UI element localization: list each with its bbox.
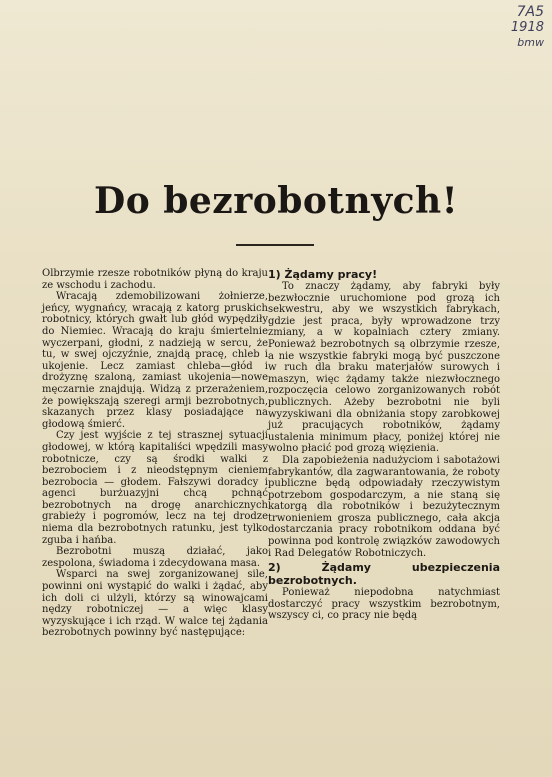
section-1-body-2: Dla zapobieżenia nadużyciom i sabotażowi fabrykantów, dla zagwarantowania, że roboty publiczne będą odpowiadały rzeczywistym potrzebom gospodarczym, a nie staną się katorgą dla robotników i bezużytecznym trwonieniem grosza publicznego, cała akcja dostarczania pracy robotnikom oddana być powinna pod kontrolę związków zawodowych i Rad Delegatów Robotniczych.: [268, 454, 500, 559]
section-2-body: Ponieważ niepodobna natychmiast dostarczyć pracy wszystkim bezrobotnym, wszyscy ci, co pracy nie będą: [268, 587, 500, 622]
left-paragraph-5: Wsparci na swej zorganizowanej sile, powinni oni wystąpić do walki i żądać, aby ich doli ci ulżyli, którzy są winowajcami nędzy robotniczej — a więc klasy wyzyskujące i ich rząd. W walce tej żądania bezrobotnych powinny być następujące:: [42, 569, 268, 639]
leaflet-title: Do bezrobotnych!: [93, 180, 459, 222]
archive-note-line-2: 1918: [510, 20, 544, 35]
archive-note-line-1: 7A5: [516, 4, 544, 20]
left-paragraph-2: Wracają zdemobilizowani żołnierze, jeńcy, wygnańcy, wracają z katorg pruskich robotnicy, których gwałt lub głód wypędziły do Niemiec. Wracają do kraju śmiertelnie wyczerpani, głodni, z nadzieją w sercu, że tu, w swej ojczyźnie, znajdą pracę, chleb i ukojenie. Lecz zamiast chleba—głód i drożyznę szaloną, zamiast ukojenia—nowe męczarnie znajdują. Widzą z przerażeniem, że powiększają szeregi armji bezrobotnych, skazanych przez klasy posiadające na głodową śmierć.: [42, 291, 268, 430]
section-1-body: To znaczy żądamy, aby fabryki były bezwłocznie uruchomione pod grozą ich sekwestru, aby we wszystkich fabrykach, gdzie jest praca, były wprowadzone trzy zmiany, a w kopalniach cztery zmiany. Ponieważ bezrobotnych są olbrzymie rzesze, a nie wszystkie fabryki mogą być puszczone w ruch dla braku materjałów surowych i maszyn, więc żądamy także niezwłocznego rozpoczęcia celowo zorganizowanych robót publicznych. Ażeby bezrobotni nie byli wyzyskiwani dla obniżania stopy zarobkowej już pracujących robotników, żądamy ustalenia minimum płacy, poniżej której nie wolno płacić pod grozą więzienia.: [268, 281, 500, 455]
left-paragraph-3: Czy jest wyjście z tej strasznej sytuacji głodowej, w którą kapitaliści wpędzili masy robotnicze, czy są środki walki z bezrobociem i z nieodstępnym cieniem bezrobocia — głodem. Fałszywi doradcy i agenci burżuazyjni chcą pchnąć bezrobotnych na drogę anarchicznych grabieży i pogromów, lecz na tej drodze niema dla bezrobotnych ratunku, jest tylko zguba i hańba.: [42, 430, 268, 546]
title-rule: [236, 244, 314, 246]
right-column: [268, 268, 500, 622]
left-column: [42, 268, 268, 639]
left-paragraph-4: Bezrobotni muszą działać, jako zespolona, świadoma i zdecydowana masa.: [42, 546, 268, 569]
section-1-heading: 1) Żądamy pracy!: [268, 268, 378, 281]
section-2-heading: 2) Żądamy ubezpieczenia bezrobotnych.: [268, 561, 500, 588]
archive-handwritten-note: [482, 4, 544, 50]
left-paragraph-1: Olbrzymie rzesze robotników płyną do kraju ze wschodu i zachodu.: [42, 268, 268, 291]
archive-note-line-3: bmw: [517, 36, 544, 49]
